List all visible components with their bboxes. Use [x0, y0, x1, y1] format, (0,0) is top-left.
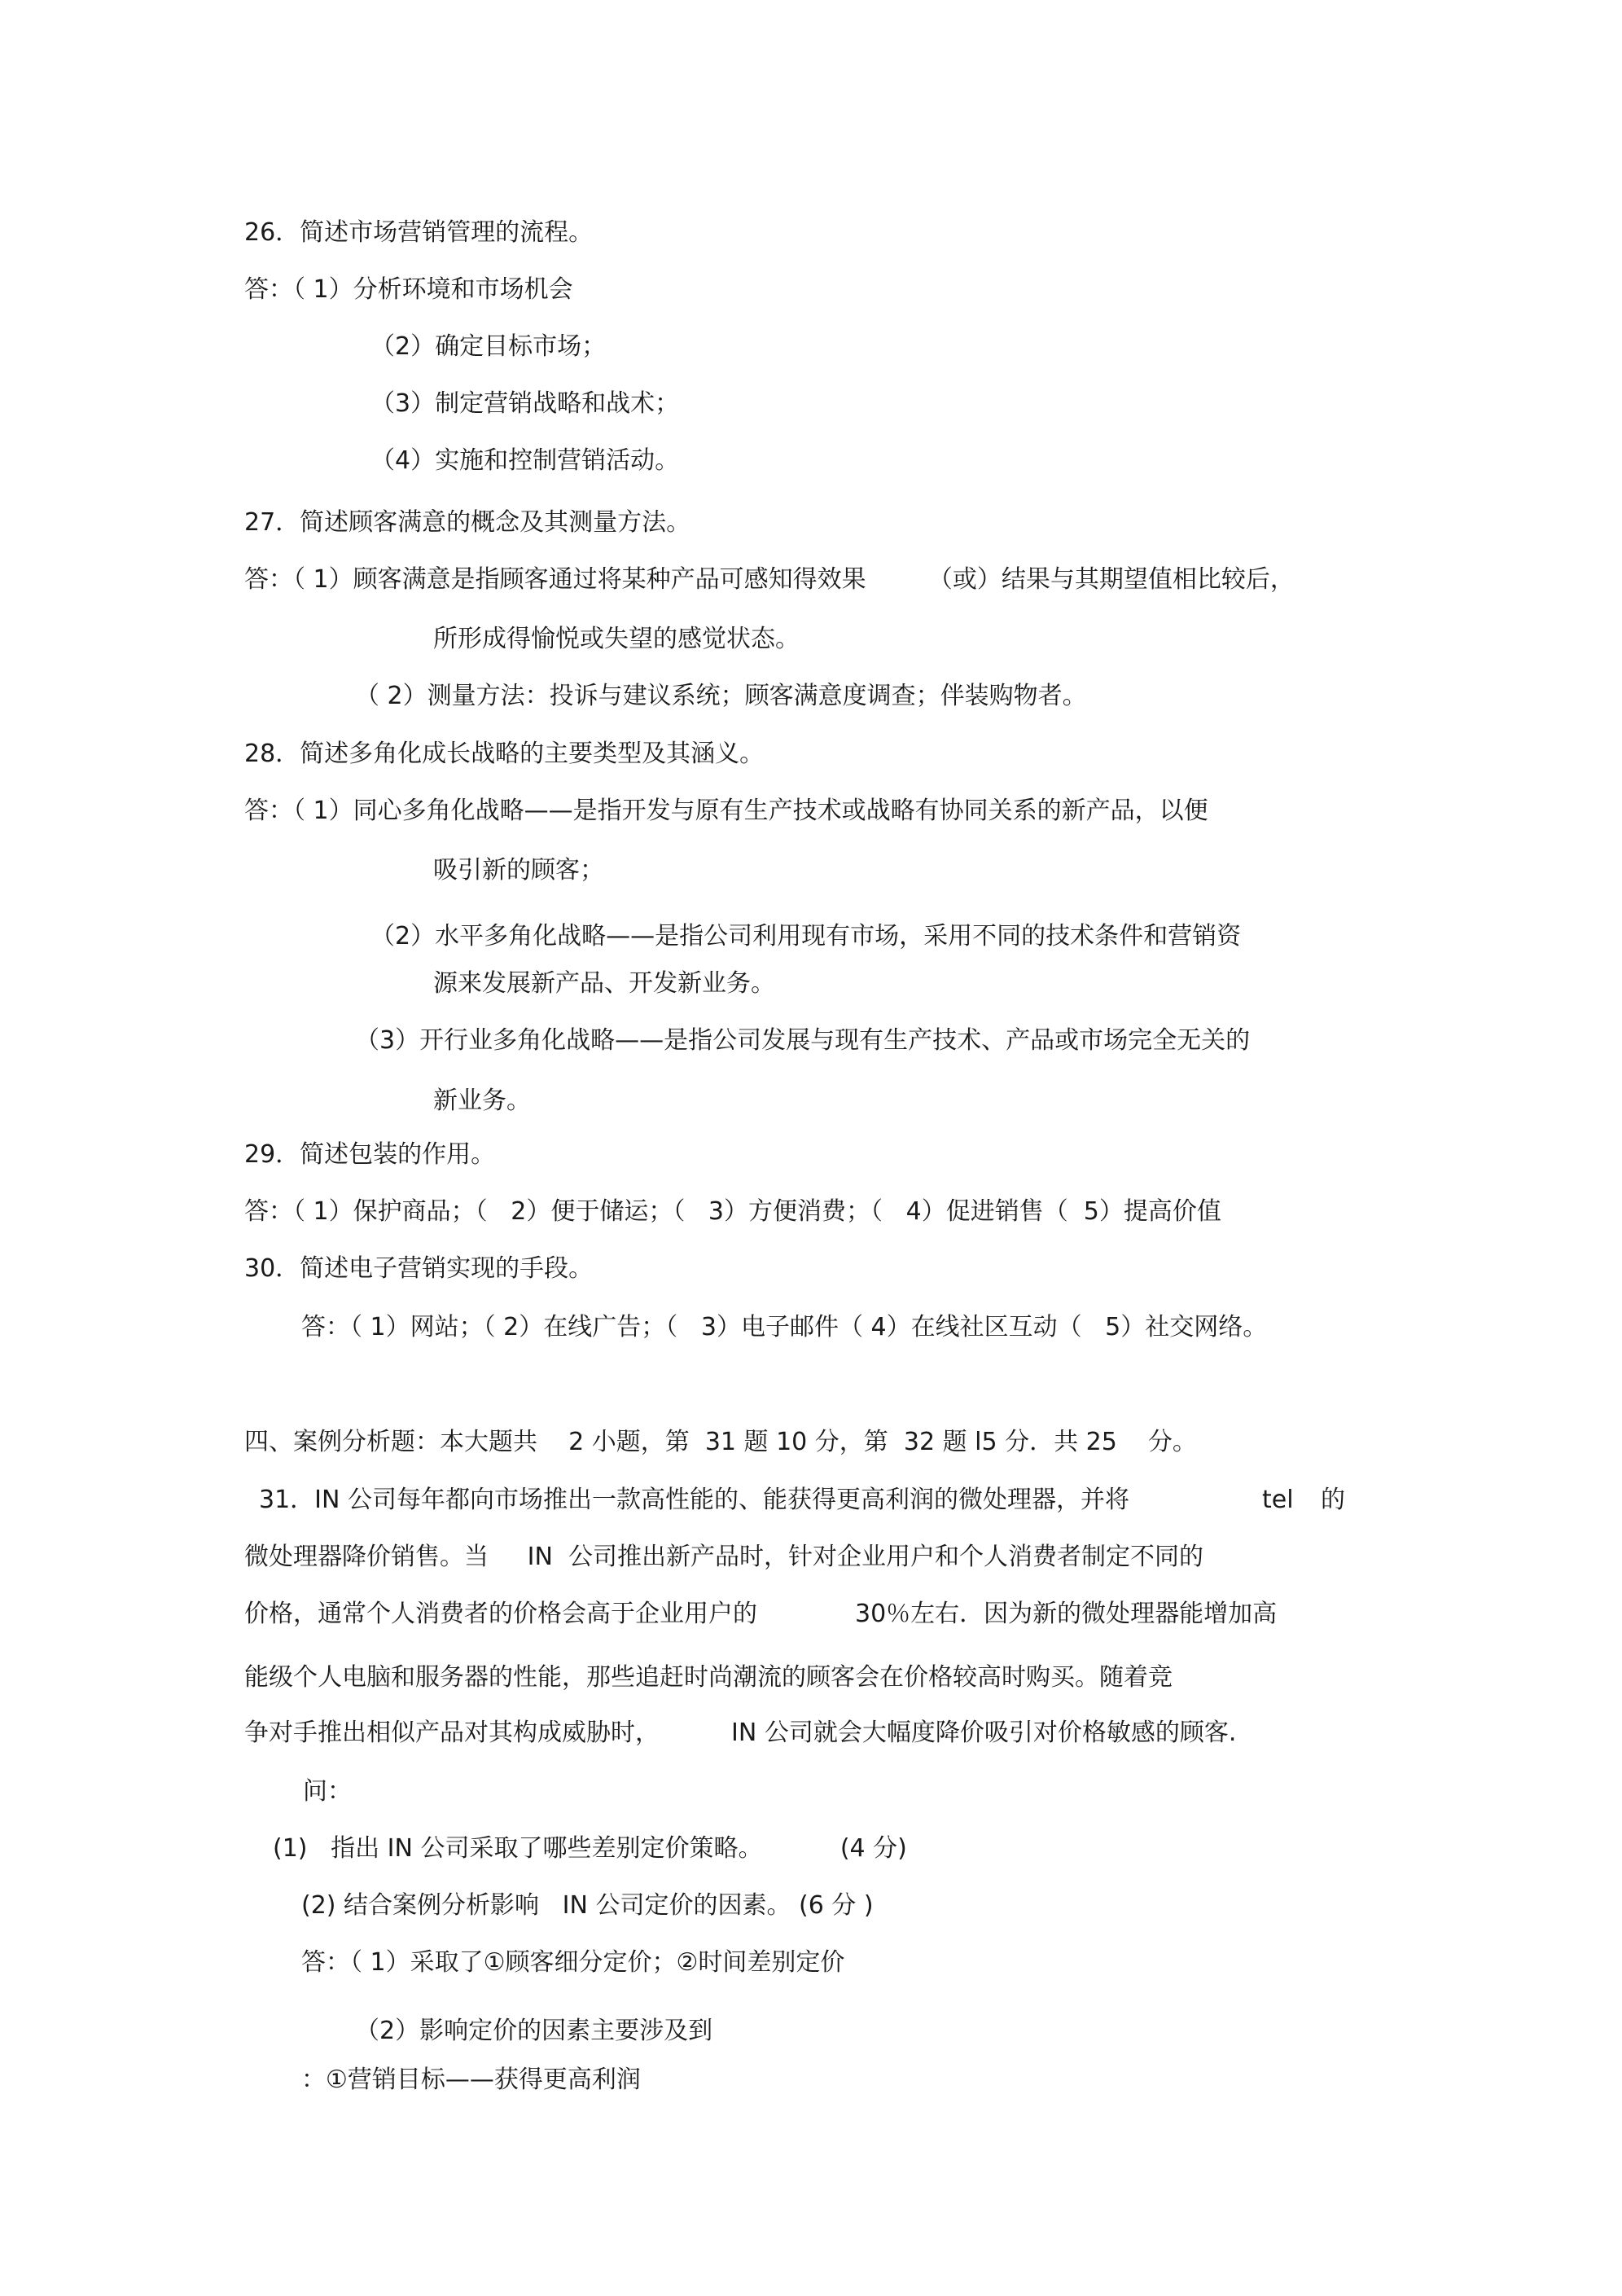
answer-26-item-4: （4）实施和控制营销活动。 — [370, 446, 680, 475]
question-31-part-1: (1) 指出 IN 公司采取了哪些差别定价策略。 (4 分) — [273, 1834, 907, 1863]
question-27: 27．简述顾客满意的概念及其测量方法。 — [244, 508, 691, 537]
case-31-line-1: 31．IN 公司每年都向市场推出一款高性能的、能获得更高利润的微处理器，并将 — [259, 1486, 1129, 1514]
answer-26-item-2: （2）确定目标市场； — [370, 332, 607, 361]
case-31-line-4: 能级个人电脑和服务器的性能，那些追赶时尚潮流的顾客会在价格较高时购买。随着竞 — [244, 1663, 1173, 1692]
answer-30: 答：（ 1）网站；（ 2）在线广告；（ 3）电子邮件（ 4）在线社区互动（ 5）社交网络。 — [301, 1313, 1268, 1341]
question-28: 28．简述多角化成长战略的主要类型及其涵义。 — [244, 740, 765, 768]
question-29: 29．简述包装的作用。 — [244, 1140, 496, 1169]
answer-27-item-1-cont: 所形成得愉悦或失望的感觉状态。 — [433, 625, 800, 653]
answer-28-item-1-cont: 吸引新的顾客； — [433, 856, 604, 885]
case-31-line-3: 价格，通常个人消费者的价格会高于企业用户的 — [244, 1600, 757, 1628]
answer-31-part-1: 答：（ 1）采取了①顾客细分定价；②时间差别定价 — [301, 1948, 845, 1977]
case-31-line-3-cont: 30％左右．因为新的微处理器能增加高 — [855, 1600, 1278, 1628]
answer-26-item-1: 答：（ 1）分析环境和市场机会 — [244, 275, 573, 304]
answer-31-part-2-item-1: ：①营销目标——获得更高利润 — [301, 2066, 641, 2094]
question-label: 问： — [303, 1777, 352, 1806]
question-31-part-2: (2) 结合案例分析影响 IN 公司定价的因素。 (6 分 ) — [301, 1891, 874, 1920]
answer-29: 答：（ 1）保护商品；（ 2）便于储运；（ 3）方便消费；（ 4）促进销售（ 5）提高价值 — [244, 1197, 1221, 1226]
question-26: 26．简述市场营销管理的流程。 — [244, 218, 594, 247]
answer-27-item-1: 答：（ 1）顾客满意是指顾客通过将某种产品可感知得效果 （或）结果与其期望值相比较后， — [244, 565, 1295, 594]
case-31-line-5: 争对手推出相似产品对其构成威胁时， — [244, 1719, 660, 1747]
answer-26-item-3: （3）制定营销战略和战术； — [370, 389, 680, 418]
answer-28-item-2-cont: 源来发展新产品、开发新业务。 — [433, 969, 775, 998]
answer-28-item-3-cont: 新业务。 — [433, 1087, 531, 1115]
question-30: 30．简述电子营销实现的手段。 — [244, 1254, 594, 1283]
case-31-line-2: 微处理器降价销售。当 IN 公司推出新产品时，针对企业用户和个人消费者制定不同的 — [244, 1543, 1204, 1571]
section-4-heading: 四、案例分析题：本大题共 2 小题，第 31 题 10 分，第 32 题 l5 分．共 25 分。 — [244, 1428, 1197, 1456]
answer-28-item-3: （3）开行业多角化战略——是指公司发展与现有生产技术、产品或市场完全无关的 — [355, 1026, 1251, 1055]
answer-28-item-1: 答：（ 1）同心多角化战略——是指开发与原有生产技术或战略有协同关系的新产品，以便 — [244, 797, 1208, 825]
case-31-line-1-word: tel — [1262, 1486, 1294, 1514]
answer-27-item-2: （ 2）测量方法：投诉与建议系统；顾客满意度调查；伴装购物者。 — [355, 682, 1087, 710]
answer-28-item-2: （2）水平多角化战略——是指公司利用现有市场，采用不同的技术条件和营销资 — [370, 922, 1242, 950]
case-31-line-5-cont: IN 公司就会大幅度降价吸引对价格敏感的顾客. — [731, 1719, 1237, 1747]
answer-31-part-2: （2）影响定价的因素主要涉及到 — [355, 2017, 713, 2045]
case-31-line-1-end: 的 — [1321, 1486, 1345, 1514]
